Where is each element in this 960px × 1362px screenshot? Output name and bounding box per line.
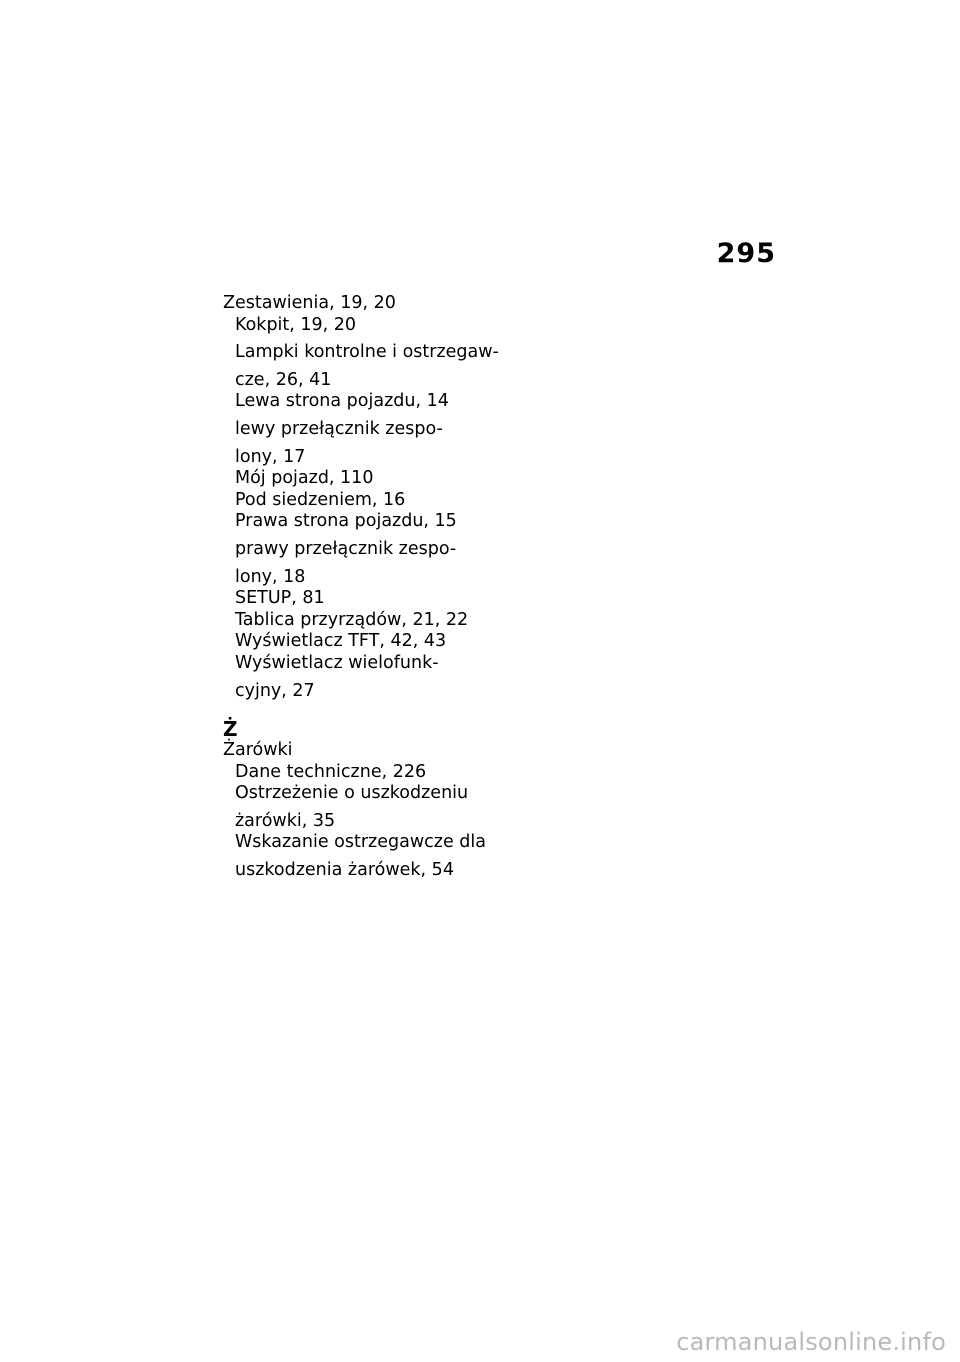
- index-subentry: uszkodzenia żarówek, 54: [235, 860, 454, 881]
- index-heading-zarowki: Żarówki: [223, 740, 293, 761]
- index-subentry: Dane techniczne, 226: [235, 761, 427, 782]
- index-subentry: Lampki kontrolne i ostrzegaw-: [235, 342, 499, 363]
- index-column: [223, 293, 503, 882]
- index-subentry: cze, 26, 41: [235, 369, 332, 390]
- index-subentry: lony, 18: [235, 566, 306, 587]
- index-subentry: Mój pojazd, 110: [235, 468, 374, 489]
- index-subentry: Wskazanie ostrzegawcze dla: [235, 832, 486, 853]
- index-subentry: Ostrzeżenie o uszkodzeniu: [235, 783, 469, 804]
- index-subentry: Prawa strona pojazdu, 15: [235, 511, 457, 532]
- index-subentry: Pod siedzeniem, 16: [235, 489, 406, 510]
- index-subentry: Kokpit, 19, 20: [235, 314, 357, 335]
- watermark-text: carmanualsonline.info: [676, 1328, 946, 1356]
- index-subentry: Lewa strona pojazdu, 14: [235, 391, 449, 412]
- index-letter-heading: Ż: [223, 717, 238, 742]
- index-subentry: cyjny, 27: [235, 680, 315, 701]
- index-subentry: żarówki, 35: [235, 810, 336, 831]
- index-subentry: prawy przełącznik zespo-: [235, 538, 457, 559]
- index-subentry: Tablica przyrządów, 21, 22: [235, 609, 469, 630]
- index-subentry: Wyświetlacz wielofunk-: [235, 652, 439, 673]
- index-subentry: Wyświetlacz TFT, 42, 43: [235, 631, 447, 652]
- index-subentry: lony, 17: [235, 446, 306, 467]
- index-subentry: lewy przełącznik zespo-: [235, 418, 443, 439]
- index-heading-zestawienia: Zestawienia, 19, 20: [223, 293, 396, 313]
- page-number: 295: [716, 238, 776, 269]
- index-subentry: SETUP, 81: [235, 588, 325, 609]
